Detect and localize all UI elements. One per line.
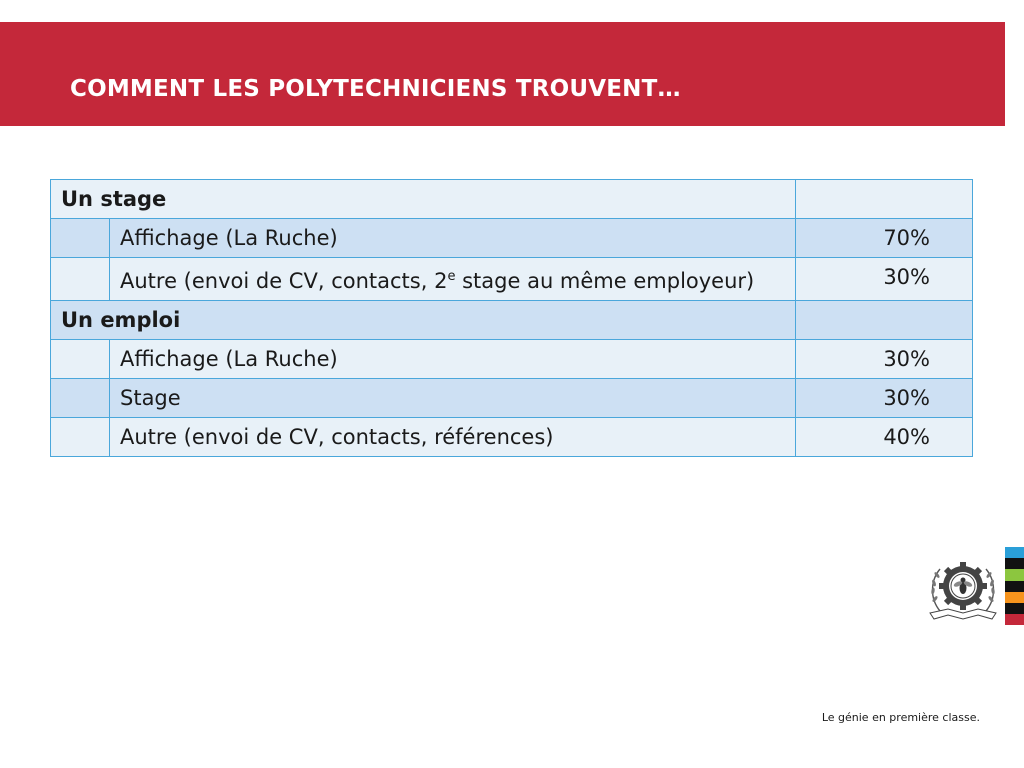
- table-row: [51, 340, 973, 379]
- stripe-green: [1005, 569, 1024, 580]
- row-label: Affichage (La Ruche): [110, 340, 796, 379]
- section-value-emploi: [796, 301, 973, 340]
- row-value: 40%: [796, 418, 973, 457]
- row-label-end: stage au même employeur): [455, 269, 755, 293]
- stripe-orange: [1005, 592, 1024, 603]
- row-indent-cell: [51, 258, 110, 301]
- brand-color-stripes: [1005, 547, 1024, 625]
- row-label: Affichage (La Ruche): [110, 219, 796, 258]
- row-value: 30%: [796, 340, 973, 379]
- section-row-stage: [51, 180, 973, 219]
- table-row: [51, 219, 973, 258]
- section-row-emploi: [51, 301, 973, 340]
- stripe-red: [1005, 614, 1024, 625]
- row-label: Autre (envoi de CV, contacts, références): [110, 418, 796, 457]
- row-label-superscript: e: [447, 269, 456, 284]
- row-indent-cell: [51, 379, 110, 418]
- title-banner: [0, 22, 1005, 126]
- table-row: [51, 379, 973, 418]
- stripe-black: [1005, 558, 1024, 569]
- section-value-stage: [796, 180, 973, 219]
- row-label-start: Autre (envoi de CV, contacts, 2: [120, 269, 448, 293]
- row-label: Stage: [110, 379, 796, 418]
- slide-footer: Le génie en première classe.: [821, 711, 980, 724]
- section-label-stage: Un stage: [51, 180, 796, 219]
- section-label-emploi: Un emploi: [51, 301, 796, 340]
- stripe-blue: [1005, 547, 1024, 558]
- table-row: [51, 418, 973, 457]
- row-indent-cell: [51, 418, 110, 457]
- row-value: 70%: [796, 219, 973, 258]
- row-indent-cell: [51, 340, 110, 379]
- row-indent-cell: [51, 219, 110, 258]
- slide-title: COMMENT LES POLYTECHNICIENS TROUVENT…: [70, 76, 681, 102]
- table-row: [51, 258, 973, 301]
- polytechnique-seal-icon: [926, 553, 1000, 625]
- row-value: 30%: [796, 379, 973, 418]
- results-table: [50, 179, 973, 457]
- row-label: [110, 258, 796, 301]
- row-value: 30%: [796, 258, 973, 301]
- stripe-black: [1005, 581, 1024, 592]
- stripe-black: [1005, 603, 1024, 614]
